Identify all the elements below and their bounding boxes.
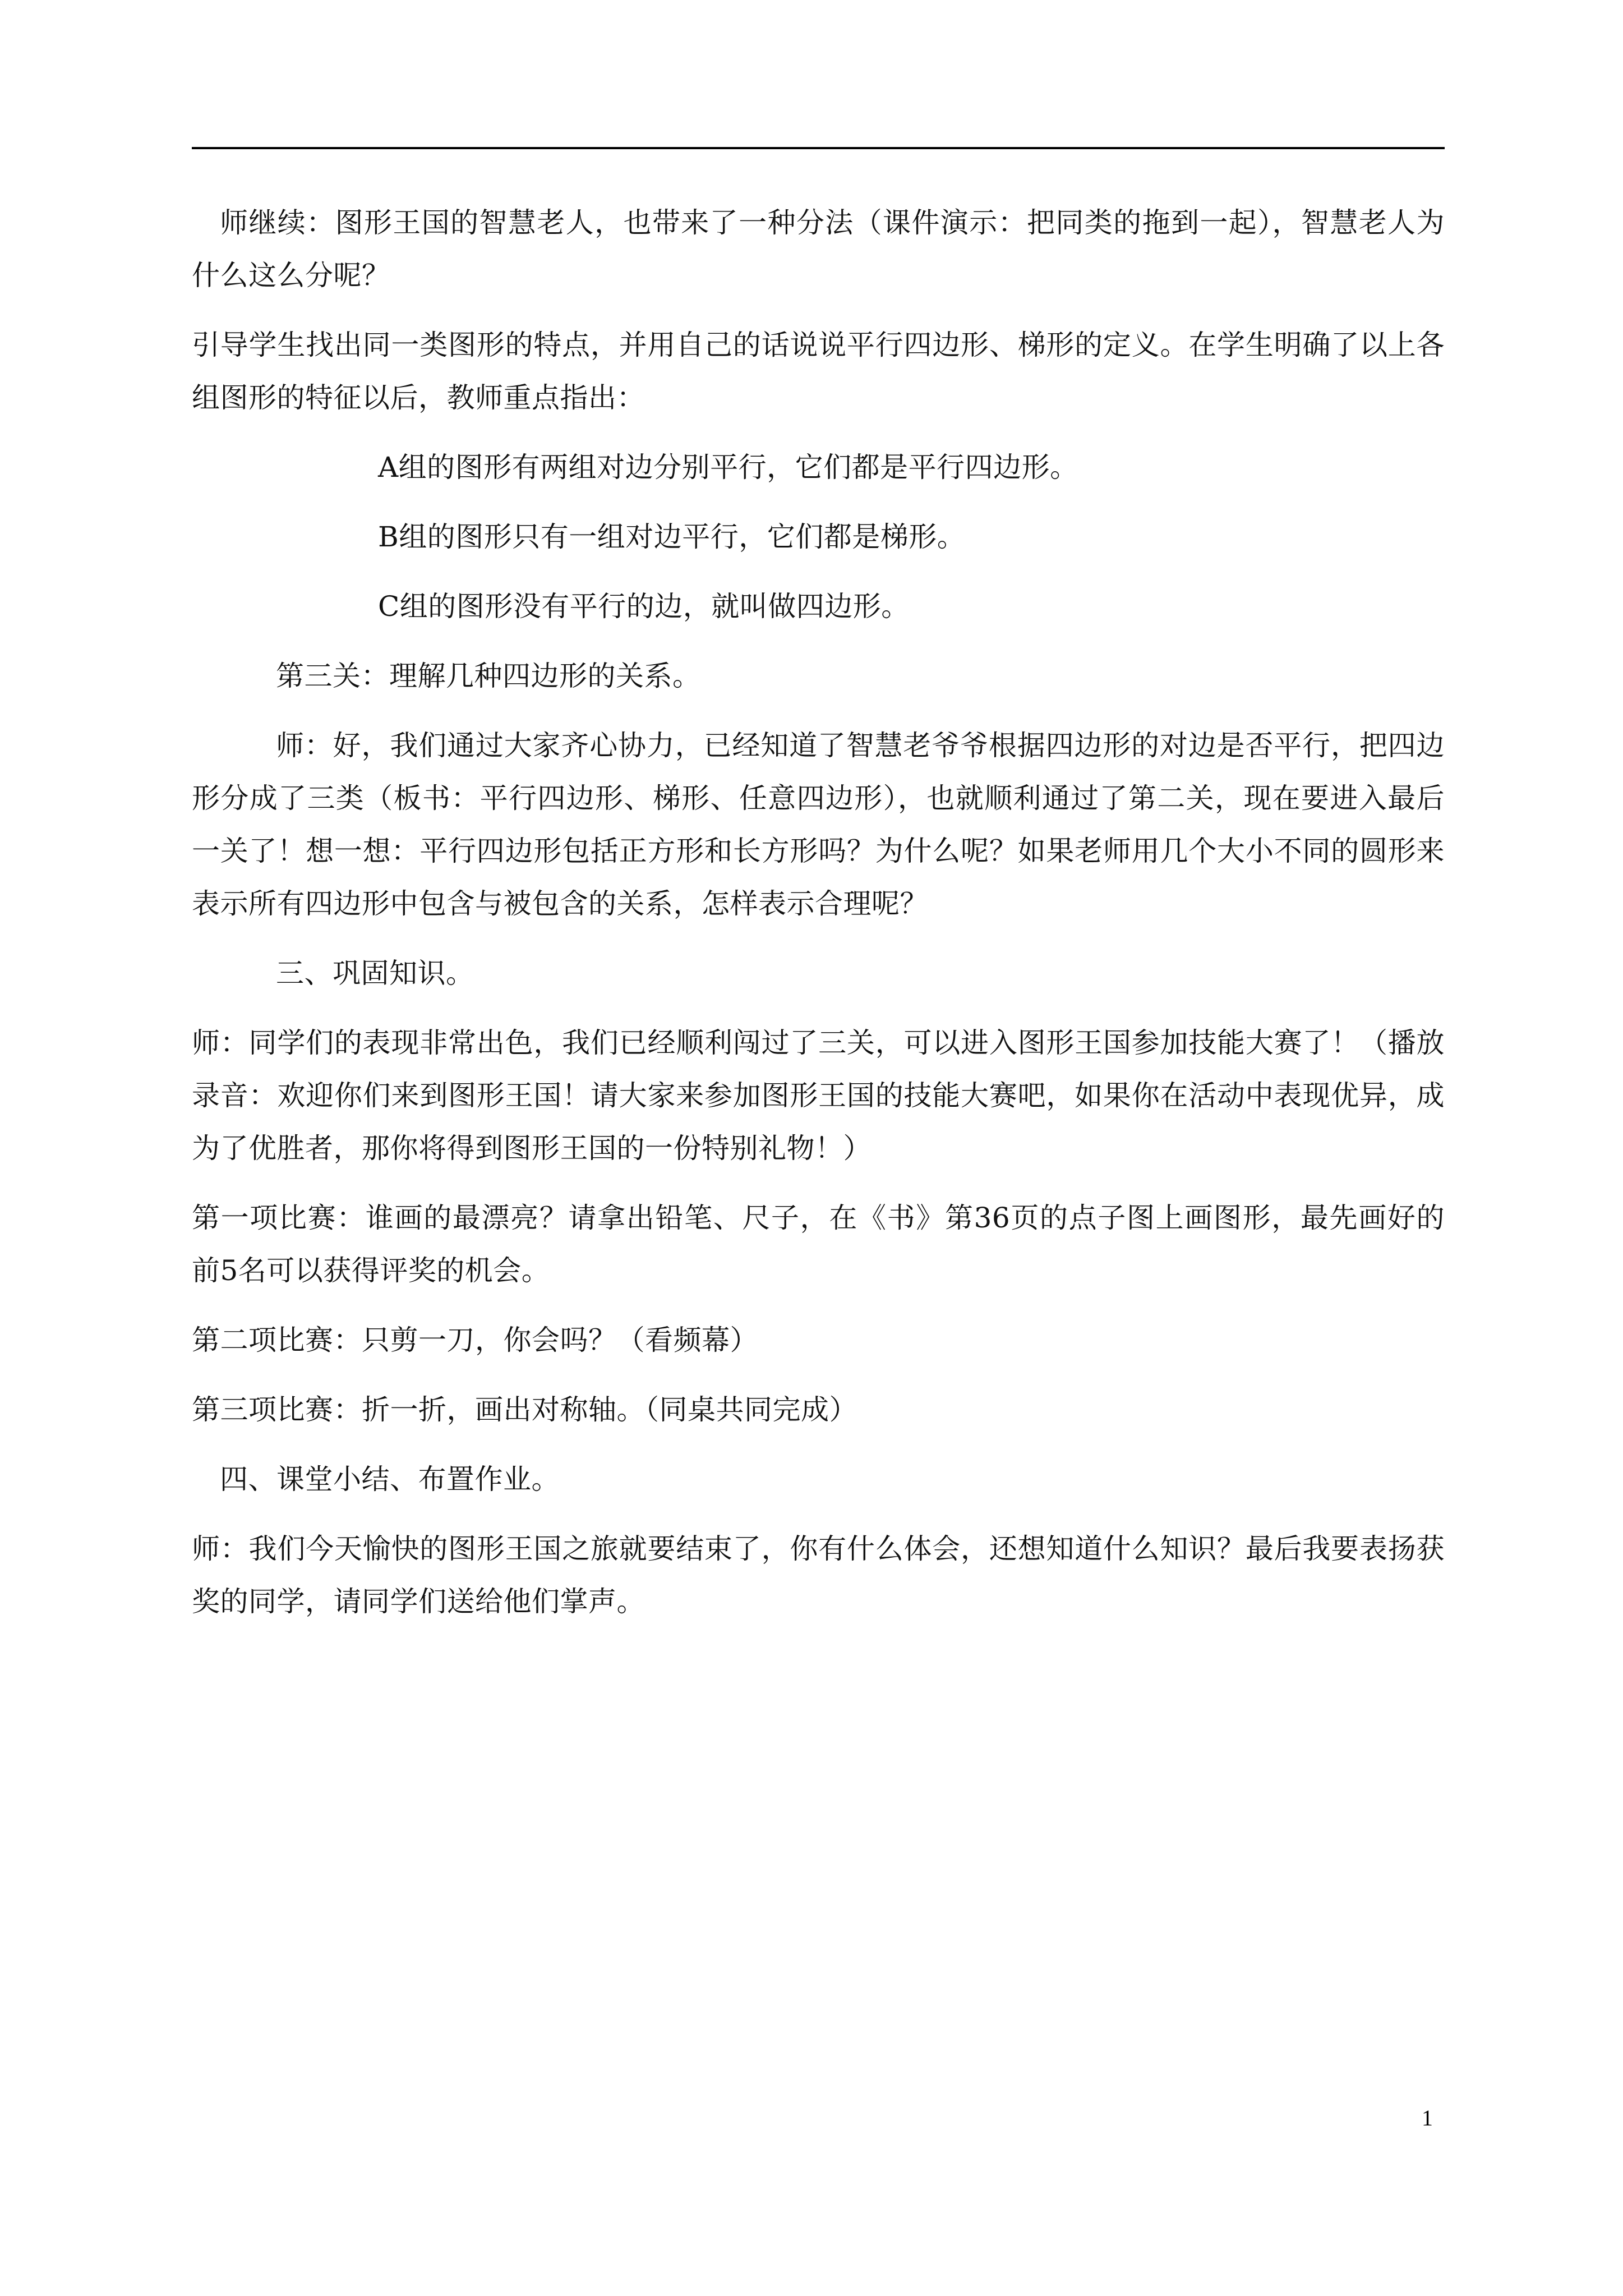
paragraph-closing: 师：我们今天愉快的图形王国之旅就要结束了，你有什么体会，还想知道什么知识？最后我要表扬获奖的同学，请同学们送给他们掌声。 <box>192 1533 1445 1618</box>
paragraph-group-c: C组的图形没有平行的边，就叫做四边形。 <box>378 590 910 623</box>
paragraph-skill-contest-intro: 师：同学们的表现非常出色，我们已经顺利闯过了三关，可以进入图形王国参加技能大赛了！（播放录音：欢迎你们来到图形王国！请大家来参加图形王国的技能大赛吧，如果你在活动中表现优异，成为了优胜者，那你将得到图形王国的一份特别礼物！） <box>192 1027 1445 1165</box>
section-summary-homework: 四、课堂小结、布置作业。 <box>220 1463 560 1496</box>
paragraph-guide-students: 引导学生找出同一类图形的特点，并用自己的话说说平行四边形、梯形的定义。在学生明确了以上各组图形的特征以后，教师重点指出： <box>192 329 1445 414</box>
paragraph-teacher-quadrilateral-relations: 师：好，我们通过大家齐心协力，已经知道了智慧老爷爷根据四边形的对边是否平行，把四边形分成了三类（板书：平行四边形、梯形、任意四边形），也就顺利通过了第二关，现在要进入最后一关了！想一想：平行四边形包括正方形和长方形吗？为什么呢？如果老师用几个大小不同的圆形来表示所有四边形中包含与被包含的关系，怎样表示合理呢？ <box>192 729 1445 920</box>
page-number: 1 <box>1422 2105 1433 2131</box>
section-level-three: 第三关：理解几种四边形的关系。 <box>276 660 701 692</box>
header-rule <box>192 147 1445 149</box>
paragraph-teacher-continues: 师继续：图形王国的智慧老人，也带来了一种分法（课件演示：把同类的拖到一起），智慧老人为什么这么分呢？ <box>192 206 1445 292</box>
document-body <box>192 196 1445 1645</box>
paragraph-contest-three: 第三项比赛：折一折，画出对称轴。（同桌共同完成） <box>192 1393 857 1426</box>
section-consolidate-knowledge: 三、巩固知识。 <box>276 957 474 990</box>
paragraph-group-a: A组的图形有两组对边分别平行，它们都是平行四边形。 <box>378 451 1078 484</box>
paragraph-contest-one: 第一项比赛：谁画的最漂亮？请拿出铅笔、尺子，在《书》第36页的点子图上画图形，最先画好的前5名可以获得评奖的机会。 <box>192 1202 1445 1287</box>
paragraph-contest-two: 第二项比赛：只剪一刀，你会吗？（看频幕） <box>192 1324 758 1356</box>
paragraph-group-b: B组的图形只有一组对边平行，它们都是梯形。 <box>378 521 966 553</box>
